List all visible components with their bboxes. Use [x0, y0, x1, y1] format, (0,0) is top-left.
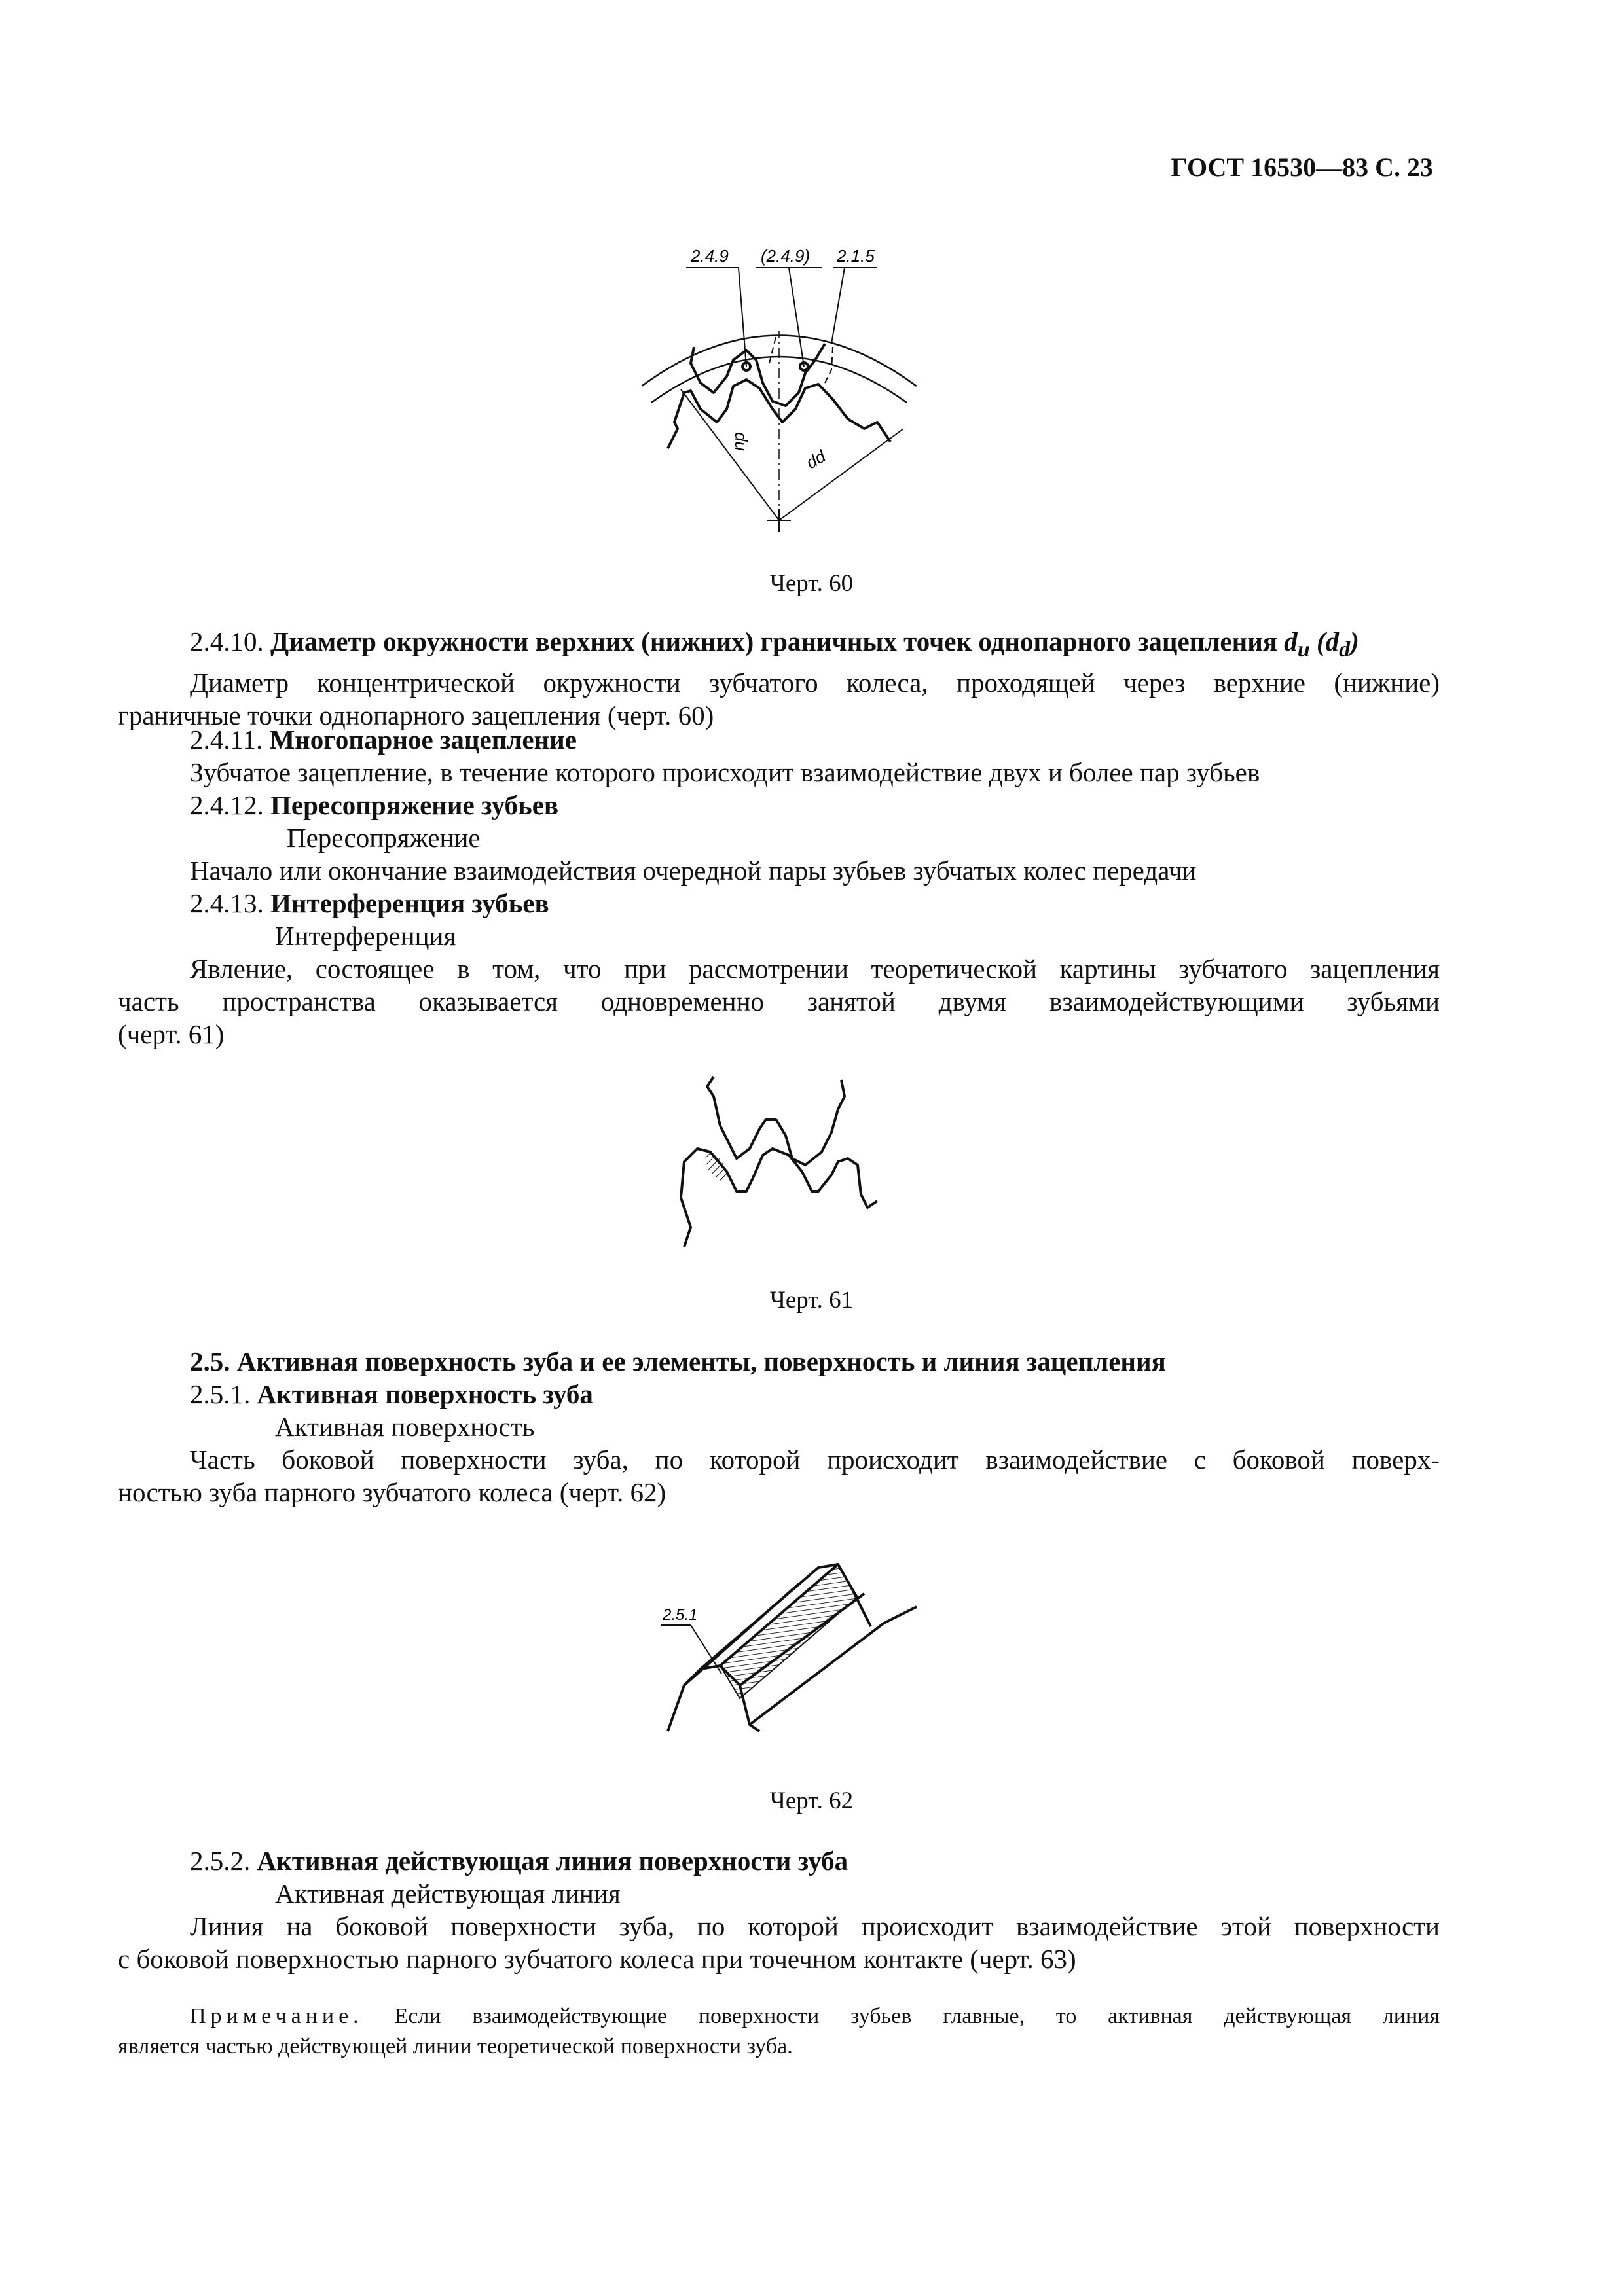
section-2-4-10: [118, 625, 1440, 732]
definition-line: Часть боковой поверхности зуба, по которой происходит взаимодействие с боковой поверх-: [190, 1444, 1440, 1475]
term-title: Многопарное зацепление: [269, 725, 577, 755]
short-term: Интерференция: [275, 921, 456, 951]
short-term: Пересопряжение: [287, 823, 481, 853]
term-symbol: $d_u$ $(d_d)$: [1284, 626, 1359, 662]
section-title: Активная поверхность зуба и ее элементы, поверхность и линия зацепления: [236, 1346, 1166, 1376]
page-header: ГОСТ 16530—83 С. 23: [1171, 152, 1433, 182]
definition-line: Линия на боковой поверхности зуба, по которой происходит взаимодействие этой поверхности: [190, 1911, 1440, 1941]
figure-60-caption: Черт. 60: [769, 570, 854, 597]
section-number: 2.4.11.: [190, 725, 263, 755]
note-label: Примечание.: [190, 2004, 363, 2028]
figure-61-caption: Черт. 61: [769, 1287, 854, 1314]
term-title: Интерференция зубьев: [270, 888, 549, 918]
section-number: 2.5.1.: [190, 1379, 251, 1409]
term-title: Активная действующая линия поверхности зуба: [257, 1846, 848, 1876]
section-2-4-12: [118, 789, 1440, 887]
svg-text:dd: dd: [803, 446, 830, 473]
short-term: Активная поверхность: [275, 1412, 535, 1442]
definition-line: Диаметр концентрической окружности зубчатого колеса, проходящей через верхние (нижние): [190, 668, 1440, 698]
figure-60-gear-diagram: [629, 232, 930, 533]
figure-61-interference-diagram: [674, 1070, 903, 1247]
definition-line: Зубчатое зацепление, в течение которого происходит взаимодействие двух и более пар зубьев: [190, 757, 1260, 787]
term-title: Пересопряжение зубьев: [270, 790, 559, 820]
note-text: является частью действующей линии теоретической поверхности зуба.: [118, 2034, 793, 2058]
term-title: Активная поверхность зуба: [257, 1379, 593, 1409]
note: [118, 2001, 1440, 2062]
definition-line: часть пространства оказывается одновременно занятой двумя взаимодействующими зубьями: [118, 986, 1440, 1016]
definition-line: с боковой поверхностью парного зубчатого колеса при точечном контакте (черт. 63): [118, 1944, 1076, 1974]
section-2-5: [118, 1345, 1440, 1378]
figure-62-tooth-surface-diagram: [648, 1535, 923, 1751]
short-term: Активная действующая линия: [275, 1878, 621, 1909]
figure-62-caption: Черт. 62: [769, 1787, 854, 1814]
svg-text:2.5.1: 2.5.1: [663, 1606, 698, 1624]
section-2-5-2: [118, 1844, 1440, 1975]
svg-text:du: du: [731, 432, 751, 451]
section-number: 2.4.13.: [190, 888, 264, 918]
definition-line: (черт. 61): [118, 1019, 225, 1049]
svg-text:2.1.5: 2.1.5: [837, 246, 875, 266]
definition-line: граничные точки однопарного зацепления (черт. 60): [118, 700, 714, 731]
definition-line: ностью зуба парного зубчатого колеса (черт. 62): [118, 1477, 666, 1507]
svg-text:(2.4.9): (2.4.9): [761, 246, 811, 266]
svg-text:2.4.9: 2.4.9: [691, 246, 729, 266]
section-2-4-11: [118, 723, 1440, 789]
section-number: 2.5.2.: [190, 1846, 251, 1876]
section-2-4-13: [118, 887, 1440, 1050]
section-number: 2.4.12.: [190, 790, 264, 820]
definition-line: Начало или окончание взаимодействия очередной пары зубьев зубчатых колес передачи: [190, 855, 1197, 886]
note-text: Если взаимодействующие поверхности зубьев главные, то активная действующая линия: [394, 2004, 1440, 2028]
section-2-5-1: [118, 1378, 1440, 1509]
section-number: 2.4.10.: [190, 626, 264, 656]
definition-line: Явление, состоящее в том, что при рассмотрении теоретической картины зубчатого зацепления: [190, 954, 1440, 984]
term-title: Диаметр окружности верхних (нижних) граничных точек однопарного зацепления: [270, 626, 1278, 656]
section-number: 2.5.: [190, 1346, 230, 1376]
